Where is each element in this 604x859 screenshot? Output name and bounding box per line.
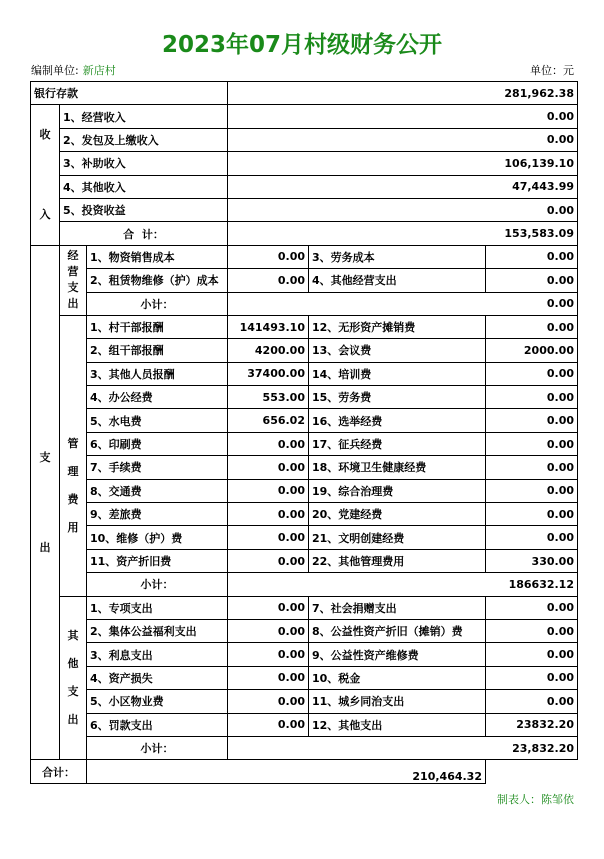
operating-subtotal-label: 小计：: [87, 292, 228, 315]
expense-item-label: 11、城乡同治支出: [309, 690, 486, 713]
expense-item-label: 12、无形资产摊销费: [309, 315, 486, 338]
other-row: [31, 666, 578, 689]
expense-item-label: 1、物资销售成本: [87, 245, 228, 268]
expense-item-label: 2、租赁物维修（护）成本: [87, 269, 228, 292]
expense-item-value: 0.00: [486, 690, 578, 713]
expense-item-value: 0.00: [486, 666, 578, 689]
income-item-value: 47,443.99: [228, 175, 578, 198]
operating-row: [31, 245, 578, 268]
expense-item-label: 4、其他经营支出: [309, 269, 486, 292]
operating-subtotal-value: 0.00: [228, 292, 578, 315]
finance-table: [30, 81, 578, 784]
expense-item-value: 553.00: [228, 386, 309, 409]
expense-item-label: 14、培训费: [309, 362, 486, 385]
expense-item-label: 4、办公经费: [87, 386, 228, 409]
income-group-label: 收 入: [31, 105, 60, 245]
income-item-value: 0.00: [228, 198, 578, 221]
expense-item-value: 0.00: [486, 386, 578, 409]
expense-item-label: 3、劳务成本: [309, 245, 486, 268]
expense-item-value: 0.00: [486, 596, 578, 619]
expense-item-label: 18、环境卫生健康经费: [309, 456, 486, 479]
other-subtotal-value: 23,832.20: [228, 736, 578, 759]
expense-item-value: 0.00: [228, 456, 309, 479]
expense-item-label: 1、村干部报酬: [87, 315, 228, 338]
expense-item-value: 4200.00: [228, 339, 309, 362]
expense-item-value: 0.00: [486, 503, 578, 526]
expense-item-value: 0.00: [228, 596, 309, 619]
expense-item-value: 0.00: [228, 713, 309, 736]
income-total-value: 153,583.09: [228, 222, 578, 245]
income-item-value: 0.00: [228, 128, 578, 151]
expense-item-label: 22、其他管理费用: [309, 549, 486, 572]
expense-item-label: 7、手续费: [87, 456, 228, 479]
preparer: 制表人：陈邹依: [497, 793, 574, 806]
expense-item-value: 0.00: [486, 409, 578, 432]
expense-item-value: 37400.00: [228, 362, 309, 385]
expense-item-label: 9、差旅费: [87, 503, 228, 526]
expense-item-value: 2000.00: [486, 339, 578, 362]
expense-item-label: 3、其他人员报酬: [87, 362, 228, 385]
expense-item-value: 0.00: [486, 362, 578, 385]
expense-item-value: 330.00: [486, 549, 578, 572]
other-row: [31, 713, 578, 736]
income-item-value: 0.00: [228, 105, 578, 128]
management-row: [31, 409, 578, 432]
expense-item-value: 0.00: [228, 432, 309, 455]
management-row: [31, 362, 578, 385]
expense-item-value: 0.00: [228, 503, 309, 526]
other-row: [31, 690, 578, 713]
operating-subtotal-row: [31, 292, 578, 315]
income-row: [31, 105, 578, 128]
expense-item-label: 3、利息支出: [87, 643, 228, 666]
compiling-unit-name: 新店村: [82, 64, 116, 77]
expense-item-value: 0.00: [228, 479, 309, 502]
expense-item-value: 0.00: [486, 245, 578, 268]
expense-item-label: 16、选举经费: [309, 409, 486, 432]
management-row: [31, 479, 578, 502]
expense-item-label: 10、税金: [309, 666, 486, 689]
currency-unit: 单位：元: [530, 64, 574, 77]
expense-item-label: 15、劳务费: [309, 386, 486, 409]
bank-value: 281,962.38: [228, 82, 578, 105]
expense-item-label: 4、资产损失: [87, 666, 228, 689]
page-title: 2023年07月村级财务公开: [161, 32, 443, 58]
management-row: [31, 549, 578, 572]
expense-item-value: 141493.10: [228, 315, 309, 338]
expense-item-label: 17、征兵经费: [309, 432, 486, 455]
other-expense-label: 其 他 支 出: [60, 596, 87, 760]
expense-item-label: 8、公益性资产折旧（摊销）费: [309, 619, 486, 642]
management-row: [31, 386, 578, 409]
expense-item-label: 9、公益性资产维修费: [309, 643, 486, 666]
other-subtotal-label: 小计：: [87, 736, 228, 759]
management-label: 管 理 费 用: [60, 315, 87, 596]
income-item-label: 2、发包及上缴收入: [60, 128, 228, 151]
other-row: [31, 643, 578, 666]
expense-item-label: 13、会议费: [309, 339, 486, 362]
management-row: [31, 526, 578, 549]
expense-item-label: 19、综合治理费: [309, 479, 486, 502]
expense-total-label: 合计：: [31, 760, 87, 783]
other-subtotal-row: [31, 736, 578, 759]
expense-item-value: 0.00: [486, 456, 578, 479]
operating-label: 经 营 支 出: [60, 245, 87, 315]
expense-item-value: 0.00: [228, 526, 309, 549]
expense-item-value: 0.00: [486, 619, 578, 642]
income-total-row: [31, 222, 578, 245]
income-row: [31, 152, 578, 175]
expense-item-value: 0.00: [486, 479, 578, 502]
management-row: [31, 315, 578, 338]
expense-total-value: 210,464.32: [87, 760, 486, 783]
expense-item-value: 0.00: [228, 549, 309, 572]
management-subtotal-row: [31, 573, 578, 596]
expense-item-value: 0.00: [486, 432, 578, 455]
income-item-label: 1、经营收入: [60, 105, 228, 128]
income-row: [31, 128, 578, 151]
other-row: [31, 619, 578, 642]
management-subtotal-value: 186632.12: [228, 573, 578, 596]
expense-item-label: 21、文明创建经费: [309, 526, 486, 549]
bank-row: [31, 82, 578, 105]
management-row: [31, 339, 578, 362]
income-item-label: 3、补助收入: [60, 152, 228, 175]
management-row: [31, 432, 578, 455]
management-row: [31, 503, 578, 526]
expense-item-label: 2、组干部报酬: [87, 339, 228, 362]
bank-label: 银行存款: [31, 82, 228, 105]
expense-item-label: 10、维修（护）费: [87, 526, 228, 549]
compiling-unit: [31, 62, 116, 78]
expense-item-label: 12、其他支出: [309, 713, 486, 736]
expense-item-value: 0.00: [228, 643, 309, 666]
expense-item-value: 0.00: [486, 269, 578, 292]
expense-item-label: 7、社会捐赠支出: [309, 596, 486, 619]
expense-item-value: 23832.20: [486, 713, 578, 736]
expense-item-value: 0.00: [486, 526, 578, 549]
expense-item-value: 0.00: [228, 245, 309, 268]
expense-item-value: 656.02: [228, 409, 309, 432]
operating-row: [31, 269, 578, 292]
expense-item-label: 1、专项支出: [87, 596, 228, 619]
expense-item-label: 5、小区物业费: [87, 690, 228, 713]
income-item-label: 5、投资收益: [60, 198, 228, 221]
expense-total-row: [31, 760, 578, 783]
expense-item-value: 0.00: [228, 269, 309, 292]
expense-item-value: 0.00: [486, 643, 578, 666]
management-row: [31, 456, 578, 479]
expense-item-label: 8、交通费: [87, 479, 228, 502]
management-subtotal-label: 小计：: [87, 573, 228, 596]
expense-item-value: 0.00: [486, 315, 578, 338]
income-item-label: 4、其他收入: [60, 175, 228, 198]
expense-item-label: 5、水电费: [87, 409, 228, 432]
expense-group-label: 支 出: [31, 245, 60, 760]
expense-item-label: 2、集体公益福利支出: [87, 619, 228, 642]
expense-item-value: 0.00: [228, 690, 309, 713]
income-row: [31, 175, 578, 198]
income-total-label: 合 计：: [60, 222, 228, 245]
income-item-value: 106,139.10: [228, 152, 578, 175]
expense-item-value: 0.00: [228, 666, 309, 689]
compiling-unit-label: 编制单位:: [31, 64, 79, 77]
expense-item-label: 6、罚款支出: [87, 713, 228, 736]
expense-item-value: 0.00: [228, 619, 309, 642]
expense-item-label: 20、党建经费: [309, 503, 486, 526]
expense-item-label: 11、资产折旧费: [87, 549, 228, 572]
income-row: [31, 198, 578, 221]
expense-item-label: 6、印刷费: [87, 432, 228, 455]
other-row: [31, 596, 578, 619]
